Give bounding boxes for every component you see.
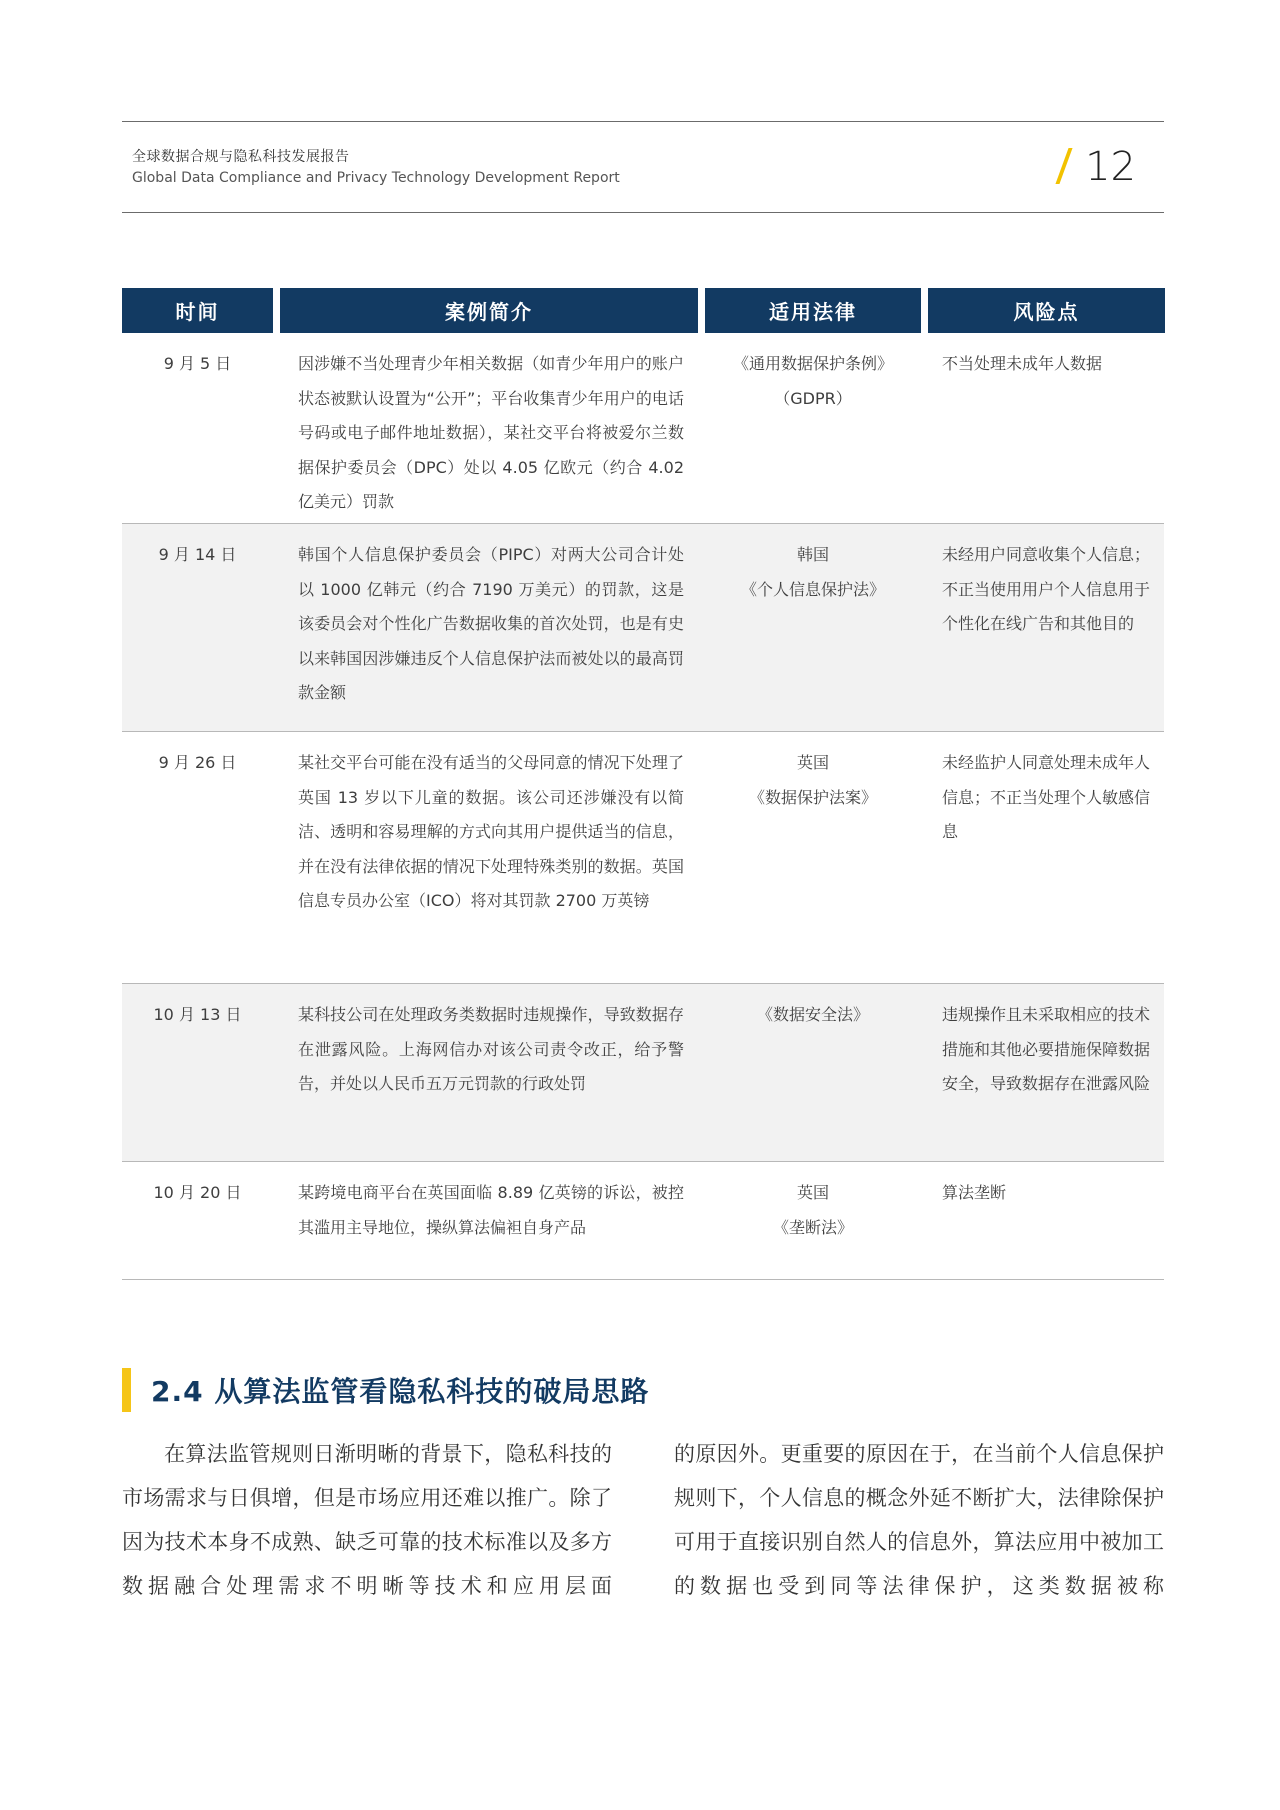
column-header-case: 案例简介: [280, 288, 698, 333]
cell-case: 某跨境电商平台在英国面临 8.89 亿英镑的诉讼，被控其滥用主导地位，操纵算法偏袒自身产品: [298, 1183, 684, 1237]
cell-law: [705, 524, 921, 731]
cell-law: [705, 1162, 921, 1279]
table-row: [122, 333, 1164, 524]
cell-case: 因涉嫌不当处理青少年相关数据（如青少年用户的账户状态被默认设置为“公开”；平台收集青少年用户的电话号码或电子邮件地址数据），某社交平台将被爱尔兰数据保护委员会（DPC）处以 4.05 亿欧元（约合 4.02 亿美元）罚款: [298, 354, 684, 511]
report-title-en: Global Data Compliance and Privacy Technology Development Report: [132, 170, 620, 186]
cell-time: 10 月 13 日: [153, 1005, 242, 1024]
cell-time: 10 月 20 日: [153, 1183, 242, 1202]
cell-risk: 不当处理未成年人数据: [942, 354, 1103, 373]
table-row: [122, 524, 1164, 732]
section-heading: [122, 1368, 649, 1412]
column-header-law: 适用法律: [705, 288, 921, 333]
law-line: 韩国: [796, 545, 829, 564]
cell-case: 某科技公司在处理政务类数据时违规操作，导致数据存在泄露风险。上海网信办对该公司责令改正，给予警告，并处以人民币五万元罚款的行政处罚: [298, 1005, 684, 1093]
law-line: 《数据保护法案》: [748, 787, 877, 807]
cell-law: [705, 732, 921, 983]
law-line: 《个人信息保护法》: [740, 579, 885, 599]
section-accent-bar-icon: [122, 1368, 131, 1412]
slash-divider-icon: [1055, 148, 1072, 184]
section-title: 2.4 从算法监管看隐私科技的破局思路: [151, 1375, 650, 1408]
cell-risk: 未经用户同意收集个人信息；不正当使用用户个人信息用于个性化在线广告和其他目的: [942, 545, 1151, 633]
body-text: [122, 1432, 1164, 1608]
column-header-time: 时间: [122, 288, 273, 333]
report-title-cn: 全球数据合规与隐私科技发展报告: [132, 149, 350, 165]
law-line: 英国: [796, 753, 829, 772]
cell-time: 9 月 26 日: [158, 753, 237, 772]
page-number: 12: [1085, 144, 1136, 190]
cell-law: [705, 984, 921, 1161]
table-header: [122, 288, 1164, 333]
cell-risk: 违规操作且未采取相应的技术措施和其他必要措施保障数据安全，导致数据存在泄露风险: [942, 1005, 1151, 1093]
cell-law: [705, 333, 921, 523]
cell-risk: 未经监护人同意处理未成年人信息；不正当处理个人敏感信息: [942, 753, 1151, 841]
law-line: 《垄断法》: [772, 1217, 853, 1237]
cell-case: 韩国个人信息保护委员会（PIPC）对两大公司合计处以 1000 亿韩元（约合 7190 万美元）的罚款，这是该委员会对个性化广告数据收集的首次处罚，也是有史以来韩国因涉嫌违反个人信息保护法而被处以的最高罚款金额: [298, 545, 684, 702]
column-header-risk: 风险点: [928, 288, 1165, 333]
body-paragraph-left: 在算法监管规则日渐明晰的背景下，隐私科技的市场需求与日俱增，但是市场应用还难以推广。除了因为技术本身不成熟、缺乏可靠的技术标准以及多方数据融合处理需求不明晰等技术和应用层面: [122, 1442, 612, 1598]
body-paragraph-right: 的原因外。更重要的原因在于，在当前个人信息保护规则下，个人信息的概念外延不断扩大，法律除保护可用于直接识别自然人的信息外，算法应用中被加工的数据也受到同等法律保护，这类数据被称: [674, 1442, 1164, 1598]
cell-risk: 算法垄断: [942, 1183, 1007, 1202]
law-line: 《数据安全法》: [756, 1005, 869, 1024]
cell-time: 9 月 5 日: [163, 354, 232, 373]
table-row: [122, 732, 1164, 984]
table-row: [122, 1162, 1164, 1280]
cell-time: 9 月 14 日: [158, 545, 237, 564]
cell-case: 某社交平台可能在没有适当的父母同意的情况下处理了英国 13 岁以下儿童的数据。该公司还涉嫌没有以简洁、透明和容易理解的方式向其用户提供适当的信息，并在没有法律依据的情况下处理特殊类别的数据。英国信息专员办公室（ICO）将对其罚款 2700 万英镑: [298, 753, 684, 910]
law-line: （GDPR）: [774, 388, 852, 408]
table-row: [122, 984, 1164, 1162]
page-header: [122, 121, 1164, 213]
cases-table: [122, 288, 1164, 1280]
law-line: 《通用数据保护条例》: [732, 354, 893, 373]
law-line: 英国: [796, 1183, 829, 1202]
